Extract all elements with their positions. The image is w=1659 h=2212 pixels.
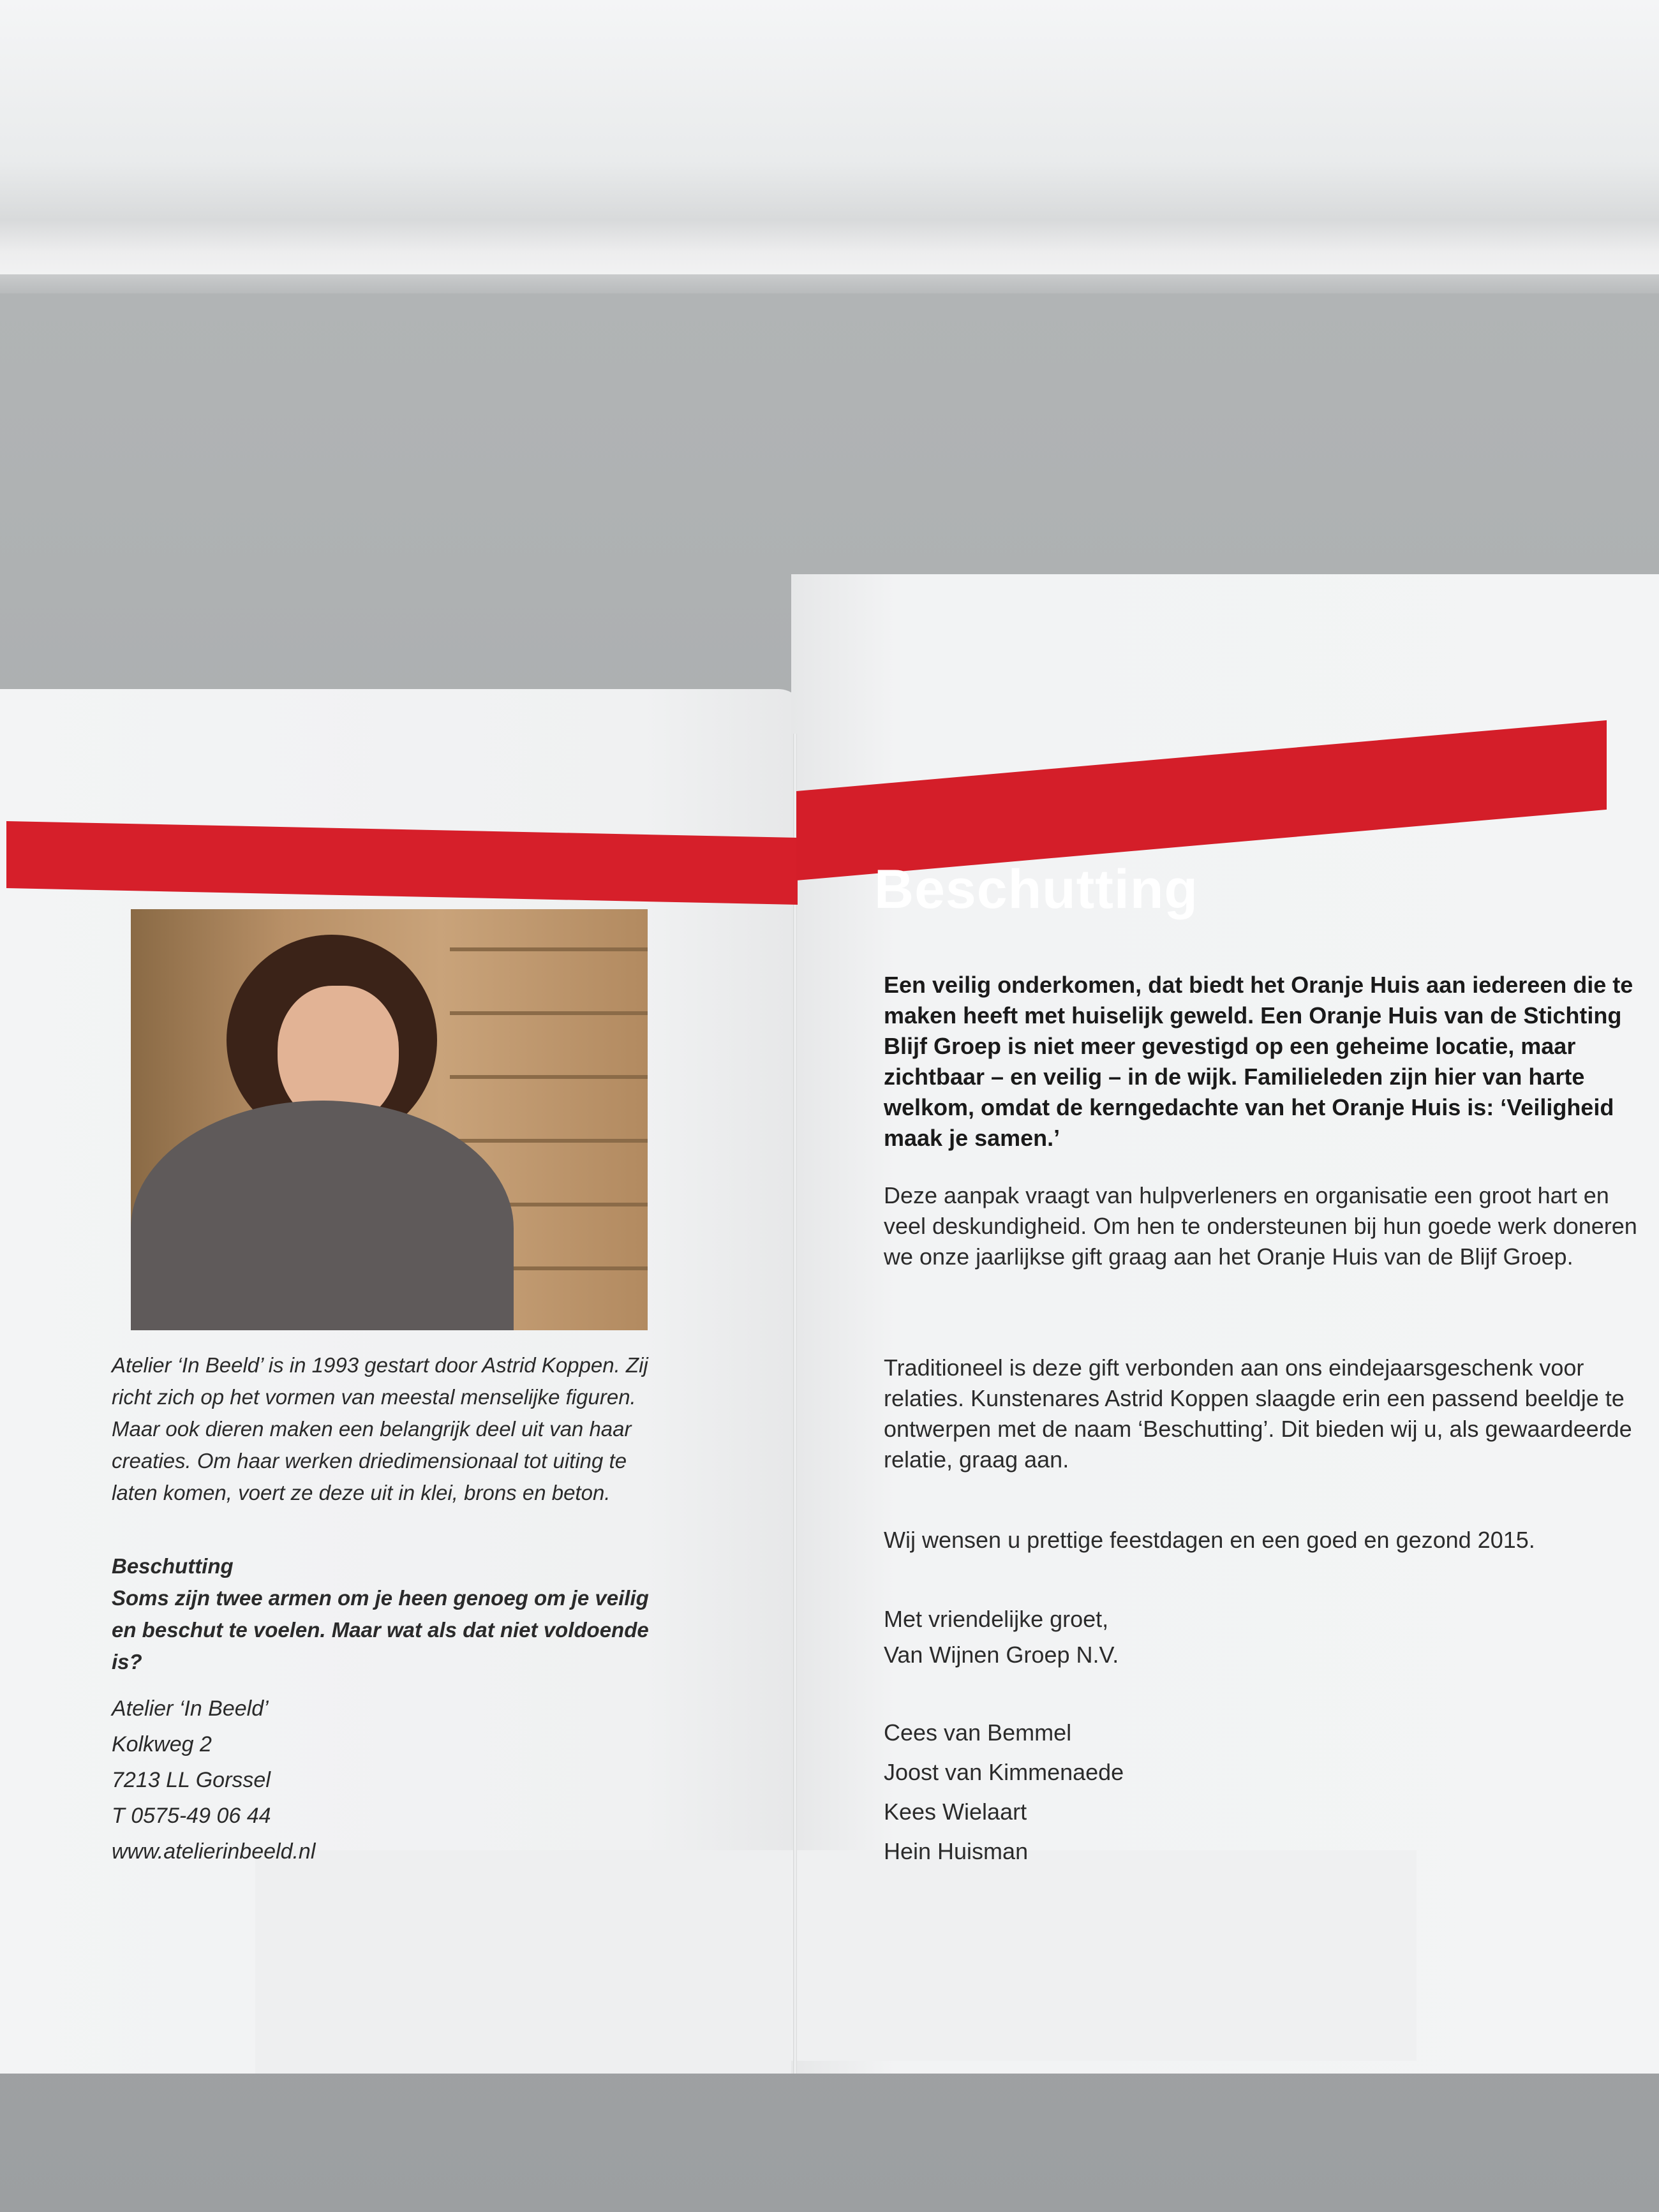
company-name: Van Wijnen Groep N.V.: [884, 1642, 1119, 1668]
artwork-title: Beschutting: [112, 1554, 234, 1578]
artwork-text: Soms zijn twee armen om je heen genoeg om je veilig en beschut te voelen. Maar wat als dat niet voldoende is?: [112, 1586, 649, 1674]
gift-paragraph: Traditioneel is deze gift verbonden aan ons eindejaarsgeschenk voor relaties. Kunstenares Astrid Koppen slaagde erin een passend beeldje te ontwerpen met de naam ‘Beschutting’. Dit bieden wij u, als gewaardeerde relatie, graag aan.: [884, 1355, 1632, 1473]
signatory: Hein Huisman: [884, 1838, 1029, 1864]
atelier-address: [112, 1691, 660, 1869]
card-left-flap: [255, 1850, 830, 2074]
artist-intro: Atelier ‘In Beeld’ is in 1993 gestart door Astrid Koppen. Zij richt zich op het vormen van meestal menselijke figuren. Maar ook dieren maken een belangrijk deel uit van haar creaties. Om haar werken driedimensionaal tot uiting te laten komen, voert ze deze uit in klei, brons en beton.: [112, 1353, 648, 1504]
address-name: Atelier ‘In Beeld’: [112, 1696, 269, 1721]
closing-block: [884, 1601, 1643, 1673]
signatory: Cees van Bemmel: [884, 1719, 1072, 1746]
signatories-list: [884, 1713, 1643, 1871]
artwork-description: [112, 1550, 660, 1678]
support-paragraph: Deze aanpak vraagt van hulpverleners en organisatie een groot hart en veel deskundigheid. Om hen te ondersteunen bij hun goede werk doneren we onze jaarlijkse gift graag aan het Oranje Huis van de Blijf Groep.: [884, 1182, 1637, 1270]
card-right-flap: [791, 1850, 1417, 2061]
card-fold: [793, 734, 797, 2074]
address-city: 7213 LL Gorssel: [112, 1768, 271, 1792]
wishes-paragraph: Wij wensen u prettige feestdagen en een goed en gezond 2015.: [884, 1527, 1535, 1553]
closing-greeting: Met vriendelijke groet,: [884, 1606, 1109, 1632]
artist-photo: [131, 909, 648, 1330]
signatory: Joost van Kimmenaede: [884, 1759, 1124, 1785]
card-title: Beschutting: [874, 859, 1198, 920]
wall-background: [0, 0, 1659, 293]
intro-paragraph: Een veilig onderkomen, dat biedt het Oranje Huis aan iedereen die te maken heeft met huiselijk geweld. Een Oranje Huis van de Stichting Blijf Groep is niet meer gevestigd op een geheime locatie, maar zichtbaar – en veilig – in de wijk. Familieleden zijn hier van harte welkom, omdat de kerngedachte van het Oranje Huis is: ‘Veiligheid maak je samen.’: [884, 972, 1633, 1151]
address-phone: T 0575-49 06 44: [112, 1804, 271, 1828]
address-website: www.atelierinbeeld.nl: [112, 1839, 316, 1864]
address-street: Kolkweg 2: [112, 1732, 212, 1756]
signatory: Kees Wielaart: [884, 1799, 1027, 1825]
